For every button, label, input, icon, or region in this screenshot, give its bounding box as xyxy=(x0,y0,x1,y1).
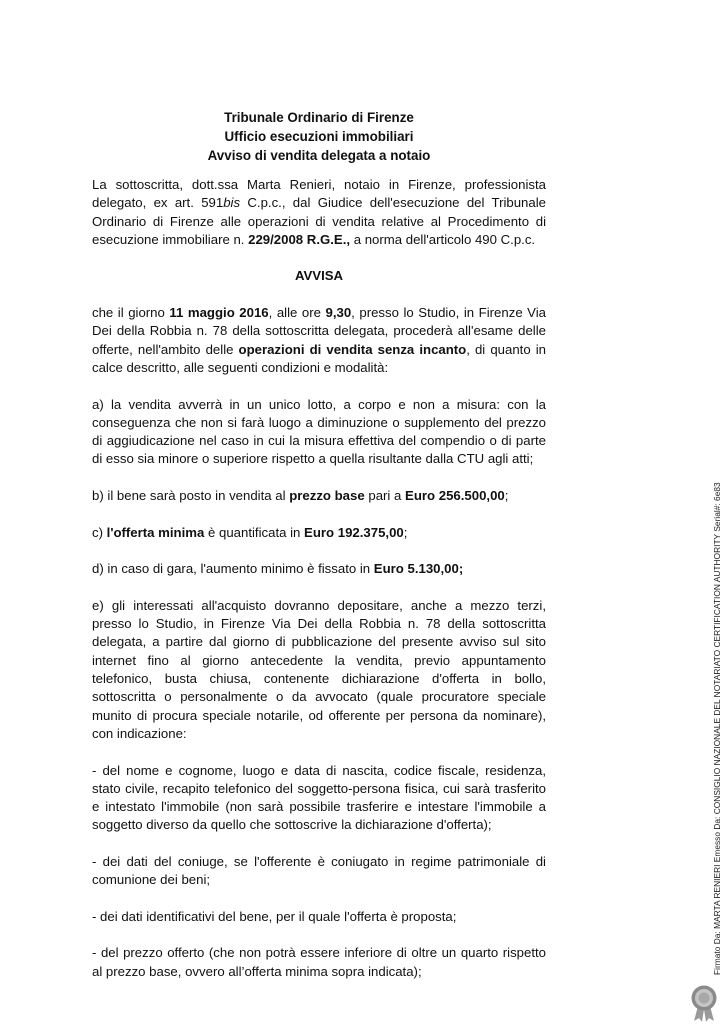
sale-time: 9,30 xyxy=(325,305,352,321)
notice-paragraph xyxy=(92,304,546,377)
certification-seal-icon xyxy=(688,984,720,1022)
base-price-label: prezzo base xyxy=(289,488,365,504)
intro-text-2: C.p.c., dal Giudice dell'esecuzione del Tribunale Ordinario di Firenze alle operazioni di vendita relative al Procedimento di esecuzione immobiliare n. xyxy=(92,195,546,247)
item-d-text-1: d) in caso di gara, l'aumento minimo è fissato in xyxy=(92,561,374,577)
procedure-number: 229/2008 R.G.E., xyxy=(248,231,351,247)
intro-paragraph xyxy=(92,176,546,249)
requirement-offered-price: - del prezzo offerto (che non potrà essere inferiore di oltre un quarto rispetto al prezzo base, ovvero all’offerta minima sopra indicata); xyxy=(92,945,546,979)
notice-text-3: , presso lo Studio, in Firenze Via Dei della Robbia n. 78 della sottoscritta delegata, procederà all'esame delle offerte, nell'ambito delle xyxy=(92,305,547,357)
minimum-increase-amount: Euro 5.130,00; xyxy=(373,561,464,577)
sale-date: 11 maggio 2016 xyxy=(169,305,269,321)
notice-text-4: , di quanto in calce descritto, alle seguenti condizioni e modalità: xyxy=(92,341,546,375)
heading-court: Tribunale Ordinario di Firenze xyxy=(224,110,414,125)
item-c xyxy=(92,524,546,542)
intro-text-1: La sottoscritta, dott.ssa Marta Renieri, notaio in Firenze, professionista delegato, ex art. 591 xyxy=(92,177,546,211)
intro-bis: bis xyxy=(223,195,241,211)
item-c-text-1: c) xyxy=(92,524,107,540)
document-body xyxy=(92,176,546,981)
item-c-text-2: è quantificata in xyxy=(204,524,305,540)
signature-strip-text: Firmato Da: MARTA RENIERI Emesso Da: CONSIGLIO NAZIONALE DEL NOTARIATO CERTIFICATION AUTHORITY Serial#: 6e83 xyxy=(712,482,722,975)
sale-mode: operazioni di vendita senza incanto xyxy=(238,341,467,357)
document-heading xyxy=(92,108,546,165)
minimum-offer-label: l'offerta minima xyxy=(106,524,205,540)
requirement-personal-data: - del nome e cognome, luogo e data di nascita, codice fiscale, residenza, stato civile, recapito telefonico del soggetto-persona fisica, cui sarà trasferito e intestato l'immobile (non sarà possibile trasferire e intestare l'immobile a soggetto diverso da quello che sottoscrive la dichiarazione d'offerta); xyxy=(92,762,546,833)
heading-notice-title: Avviso di vendita delegata a notaio xyxy=(207,148,431,163)
item-e: e) gli interessati all'acquisto dovranno depositare, anche a mezzo terzi, presso lo Studio, in Firenze Via Dei della Robbia n. 78 della sottoscritta delegata, a partire dal giorno di pubblicazione del presente avviso sul sito internet fino al giorno antecedente la vendita, previo appuntamento telefonico, busta chiusa, contenente dichiarazione d'offerta in bollo, sottoscritta o personalmente o da avvocato (quale procuratore speciale munito di procura speciale notarile, od offerente per persona da nominare), con indicazione: xyxy=(92,597,546,741)
base-price-amount: Euro 256.500,00 xyxy=(405,488,505,504)
intro-text-3: a norma dell'articolo 490 C.p.c. xyxy=(350,231,536,247)
minimum-offer-amount: Euro 192.375,00 xyxy=(304,524,404,540)
item-b xyxy=(92,487,546,505)
item-b-text-3: ; xyxy=(504,488,509,504)
item-b-text-1: b) il bene sarà posto in vendita al xyxy=(92,488,290,504)
notice-text-2: , alle ore xyxy=(268,305,326,321)
requirement-spouse-data: - dei dati del coniuge, se l'offerente è coniugato in regime patrimoniale di comunione dei beni; xyxy=(92,853,546,888)
notice-text-1: che il giorno xyxy=(92,305,170,321)
item-b-text-2: pari a xyxy=(364,488,406,504)
item-d xyxy=(92,560,546,578)
item-a: a) la vendita avverrà in un unico lotto, a corpo e non a misura: con la conseguenza che non si farà luogo a diminuzione o supplemento del prezzo di aggiudicazione nel caso in cui la misura effettiva del compendio o di parte di esso sia minore o superiore rispetto a quella risultante dalla CTU agli atti; xyxy=(92,396,546,467)
avvisa-heading: AVVISA xyxy=(294,268,344,284)
item-c-text-3: ; xyxy=(403,524,408,540)
requirement-property-data: - dei dati identificativi del bene, per il quale l'offerta è proposta; xyxy=(92,908,457,924)
heading-office: Ufficio esecuzioni immobiliari xyxy=(224,129,414,144)
